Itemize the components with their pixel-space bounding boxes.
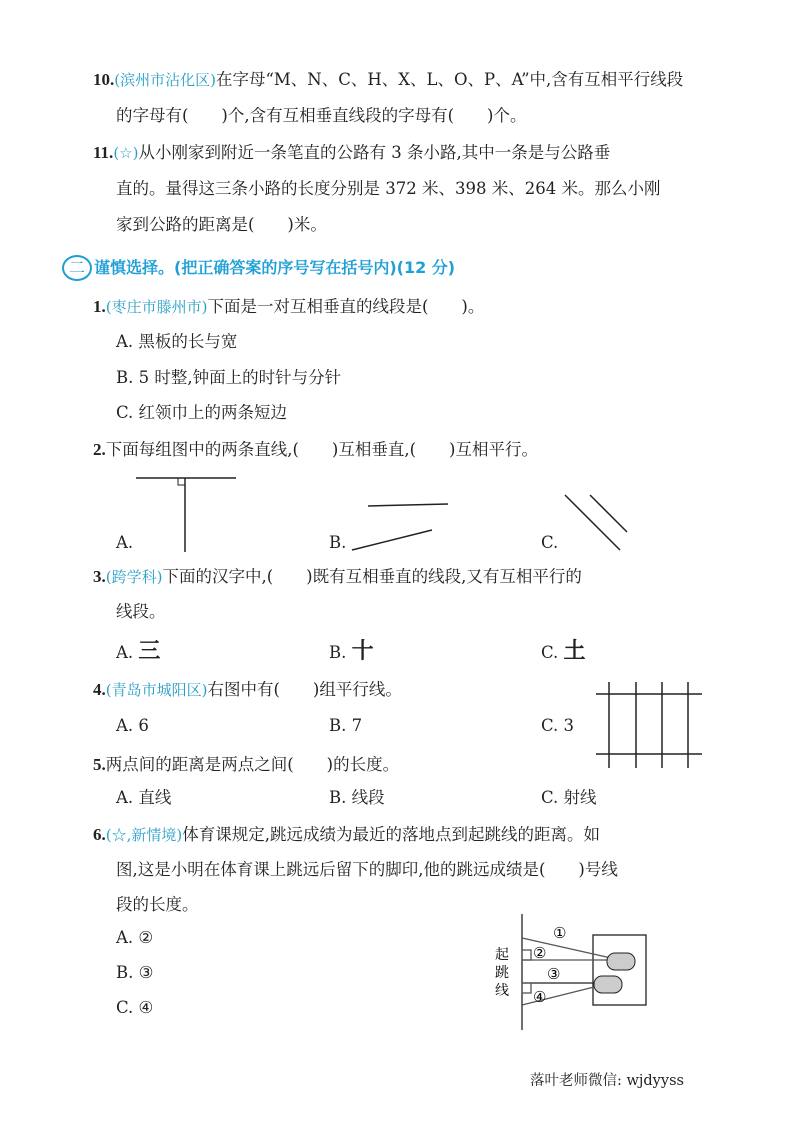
footprint-front	[607, 953, 635, 970]
s4-option-b: B. 7	[329, 716, 363, 735]
s2-option-a: A.	[116, 533, 134, 552]
s5-option-a: A. 直线	[116, 788, 172, 807]
s6-option-c: C. ④	[116, 998, 154, 1017]
s6-line2: 图,这是小明在体育课上跳远后留下的脚印,他的跳远成绩是( )号线	[116, 860, 618, 879]
segment-mark-4: ④	[533, 988, 547, 1006]
s4-question: 4.(青岛市城阳区)右图中有( )组平行线。	[93, 680, 402, 699]
s1-option-b: B. 5 时整,钟面上的时针与分针	[116, 368, 342, 387]
s1-option-a: A. 黑板的长与宽	[116, 332, 238, 351]
q10-line2: 的字母有( )个,含有互相垂直线段的字母有( )个。	[116, 106, 527, 125]
s1-option-c: C. 红领巾上的两条短边	[116, 403, 288, 422]
q11-line2: 直的。量得这三条小路的长度分别是 372 米、398 米、264 米。那么小刚	[116, 179, 661, 198]
s5-option-c: C. 射线	[541, 788, 597, 807]
segment-mark-2: ②	[533, 944, 547, 962]
segment-mark-1: ①	[553, 924, 567, 942]
s3-line2: 线段。	[116, 602, 166, 621]
q11-line1: 11.(☆)从小刚家到附近一条笔直的公路有 3 条小路,其中一条是与公路垂	[93, 143, 611, 162]
s4-option-a: A. 6	[116, 716, 149, 735]
s5-option-b: B. 线段	[329, 788, 385, 807]
s6-line1: 6.(☆,新情境)体育课规定,跳远成绩为最近的落地点到起跳线的距离。如	[93, 825, 600, 844]
q11-line3: 家到公路的距离是( )米。	[116, 215, 327, 234]
section-badge: 二	[62, 255, 92, 281]
section-title: 二 谨慎选择。(把正确答案的序号写在括号内)(12 分)	[62, 255, 455, 281]
q10-line1: 10.(滨州市沾化区)在字母“M、N、C、H、X、L、O、P、A”中,含有互相平行线段	[93, 70, 684, 89]
s4-option-c: C. 3	[541, 716, 575, 735]
s5-question: 5.两点间的距离是两点之间( )的长度。	[93, 755, 400, 774]
long-jump-figure	[495, 910, 655, 1035]
s4-grid-figure	[596, 680, 706, 770]
segment-mark-3: ③	[547, 965, 561, 983]
s6-option-a: A. ②	[116, 928, 154, 947]
start-line-label-1: 起	[495, 947, 509, 963]
s6-option-b: B. ③	[116, 963, 154, 982]
s2-figures	[130, 470, 650, 560]
footer-note: 落叶老师微信: wjdyyss	[530, 1073, 684, 1089]
s3-option-a: A. 三	[116, 639, 161, 664]
start-line-label-2: 跳	[495, 965, 509, 981]
s3-option-b: B. 十	[329, 639, 374, 664]
s2-option-c: C.	[541, 533, 559, 552]
s3-line1: 3.(跨学科)下面的汉字中,( )既有互相垂直的线段,又有互相平行的	[93, 567, 582, 586]
s1-question: 1.(枣庄市滕州市)下面是一对互相垂直的线段是( )。	[93, 297, 485, 316]
s6-line3: 段的长度。	[116, 895, 199, 914]
s2-question: 2.下面每组图中的两条直线,( )互相垂直,( )互相平行。	[93, 440, 538, 459]
s2-option-b: B.	[329, 533, 347, 552]
start-line-label-3: 线	[495, 983, 509, 999]
footprint-back	[594, 976, 622, 993]
s3-option-c: C. 土	[541, 639, 586, 664]
